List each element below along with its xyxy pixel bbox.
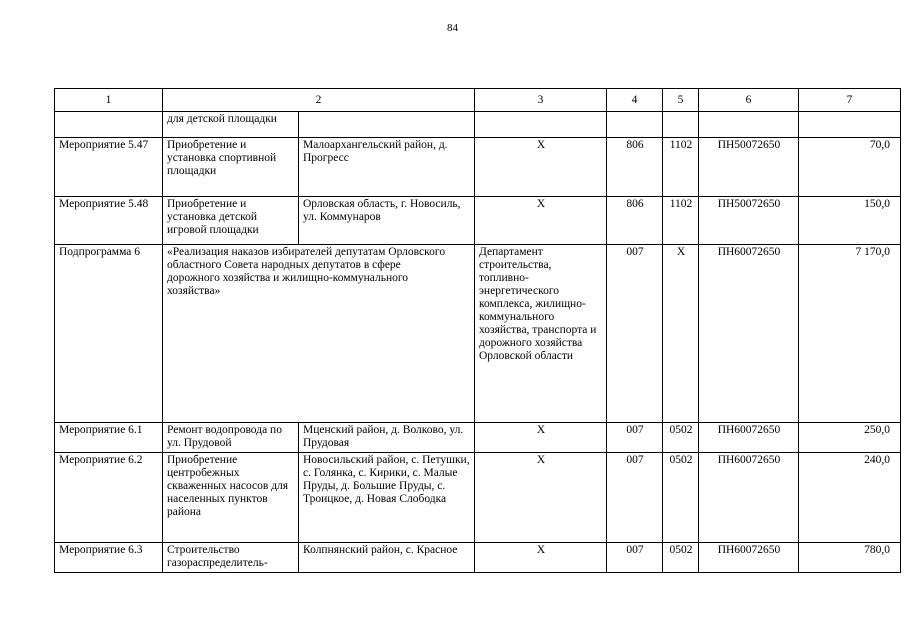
row-name: Мероприятие 6.2 xyxy=(55,453,163,543)
header-col-7: 7 xyxy=(799,89,901,112)
row-amount: 780,0 xyxy=(799,543,901,573)
row-col5: X xyxy=(663,245,699,423)
row-col4: 806 xyxy=(607,138,663,197)
row-location: Мценский район, д. Волково, ул. Прудовая xyxy=(299,423,475,453)
row-code: ПН60072650 xyxy=(699,543,799,573)
table-row xyxy=(55,197,901,245)
row-title: Приобретение и установка детской игровой площадки xyxy=(163,197,299,245)
row-code: ПН60072650 xyxy=(699,453,799,543)
row-executor: X xyxy=(475,197,607,245)
row-amount: 250,0 xyxy=(799,423,901,453)
row-location: Малоархангельский район, д. Прогресс xyxy=(299,138,475,197)
row-col5: 0502 xyxy=(663,543,699,573)
table-row xyxy=(55,543,901,573)
table-header-row xyxy=(55,89,901,112)
table-row xyxy=(55,423,901,453)
header-col-1: 1 xyxy=(55,89,163,112)
row-amount: 7 170,0 xyxy=(799,245,901,423)
row-location: Орловская область, г. Новосиль, ул. Коммунаров xyxy=(299,197,475,245)
page-number: 84 xyxy=(447,22,458,34)
table-row xyxy=(55,245,901,423)
row-executor: Департамент строительства, топливно-энергетического комплекса, жилищно-коммунального хозяйства, транспорта и дорожного хозяйства Орловской области xyxy=(475,245,607,423)
table-row xyxy=(55,453,901,543)
row-location: Новосильский район, с. Петушки, с. Голянка, с. Кирики, с. Малые Пруды, д. Большие Пруды, с. Троицкое, д. Новая Слободка xyxy=(299,453,475,543)
row-col4: 007 xyxy=(607,245,663,423)
header-col-5: 5 xyxy=(663,89,699,112)
row-executor: X xyxy=(475,453,607,543)
continuation-text: для детской площадки xyxy=(163,112,299,138)
row-executor: X xyxy=(475,543,607,573)
row-location: Колпнянский район, с. Красное xyxy=(299,543,475,573)
row-executor: X xyxy=(475,423,607,453)
row-title: Приобретение и установка спортивной площадки xyxy=(163,138,299,197)
row-col5: 0502 xyxy=(663,453,699,543)
row-code: ПН60072650 xyxy=(699,423,799,453)
header-col-4: 4 xyxy=(607,89,663,112)
row-name: Мероприятие 5.48 xyxy=(55,197,163,245)
row-title: Ремонт водопровода по ул. Прудовой xyxy=(163,423,299,453)
row-col4: 806 xyxy=(607,197,663,245)
row-name: Мероприятие 5.47 xyxy=(55,138,163,197)
row-amount: 150,0 xyxy=(799,197,901,245)
row-col4: 007 xyxy=(607,423,663,453)
row-title: Строительство газораспределитель- xyxy=(163,543,299,573)
row-name: Мероприятие 6.3 xyxy=(55,543,163,573)
table-row xyxy=(55,138,901,197)
header-col-6: 6 xyxy=(699,89,799,112)
row-title: Приобретение центробежных скваженных насосов для населенных пунктов района xyxy=(163,453,299,543)
header-col-3: 3 xyxy=(475,89,607,112)
row-col5: 1102 xyxy=(663,138,699,197)
row-name: Подпрограмма 6 xyxy=(55,245,163,423)
row-amount: 240,0 xyxy=(799,453,901,543)
row-col4: 007 xyxy=(607,453,663,543)
header-col-2: 2 xyxy=(163,89,475,112)
row-code: ПН50072650 xyxy=(699,138,799,197)
row-col4: 007 xyxy=(607,543,663,573)
row-executor: X xyxy=(475,138,607,197)
budget-table xyxy=(54,88,901,573)
row-code: ПН50072650 xyxy=(699,197,799,245)
continuation-row xyxy=(55,112,901,138)
row-title: «Реализация наказов избирателей депутатам Орловского областного Совета народных депутатов в сфере дорожного хозяйства и жилищно-коммунального хозяйства» xyxy=(163,245,475,423)
row-col5: 1102 xyxy=(663,197,699,245)
row-name: Мероприятие 6.1 xyxy=(55,423,163,453)
row-amount: 70,0 xyxy=(799,138,901,197)
row-code: ПН60072650 xyxy=(699,245,799,423)
row-col5: 0502 xyxy=(663,423,699,453)
